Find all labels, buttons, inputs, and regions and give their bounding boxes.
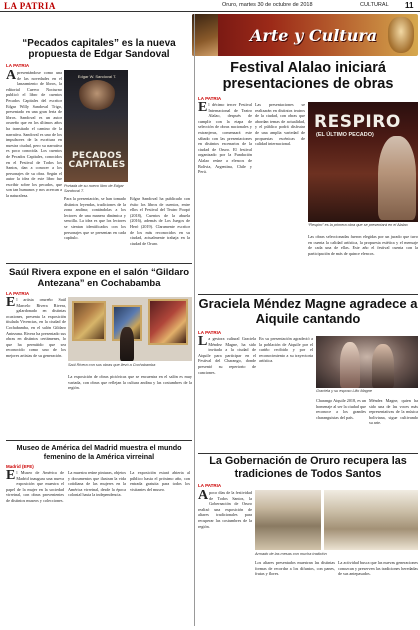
mask-icon [388,17,414,53]
book-author: Edgar W. Sandoval T. [77,74,117,79]
body-graciela-col3: Charango Aiquile 2018, es un homenaje al ser la ciudad que reconoce a los grandes charanguistas del país. [316,398,366,420]
byline-pecados: LA PATRIA [6,63,30,68]
painting-icon [192,14,218,56]
poster-respiro [308,102,418,222]
artist-figure [120,327,134,361]
headline-museo: Museo de América del Madrid muestra el mundo femenino de la América virreinal [16,443,182,461]
body-pecados-col2: Para la presentación, se han tomado distintos leyendas, tradiciones de la zona andina; contándolas a los lectores de una manera dinámica y sencilla. La idea es que los lectores se sientan identificados con los personajes que se presentan en cada capítulo. [64,196,126,241]
body-oruro-col1: Apoco días de la festividad de Todos Santos, la Gobernación de Oruro realizó una exposición de altares tradicionales para recuperar las costumbres de la región. [198,490,252,529]
culture-banner [192,14,418,56]
book-cover-image [64,70,128,182]
banner-title: Arte y Cultura [250,26,378,45]
headline-oruro: La Gobernación de Oruro recupera las tradiciones de Todos Santos [209,455,407,480]
headline-graciela: Graciela Méndez Magne agradece a Aiquile cantando [198,296,418,326]
masthead: LA PATRIA [4,1,56,11]
painting-3 [148,299,188,345]
body-graciela-col2: En su presentación agradeció a la población de Aiquile por el cariño recibido y por el reconocimiento a su trayectoria artística. [259,336,313,364]
caption-graciela: Graciela y su esposo Lilio Magne [316,389,372,393]
divider [198,294,418,295]
singer-figure [372,344,394,388]
body-oruro-col2: Los altares presentados muestran las distintas formas de recordar a los difuntos, con panes, frutas y flores. [255,560,335,577]
byline-oruro: LA PATRIA [198,483,222,488]
body-museo-col3: La exposición estará abierta al público hasta el próximo año, con entrada gratuita para todos los visitantes del museo. [130,470,190,492]
byline-museo: Madrid (EFE) [6,464,34,469]
altar-photo-1 [255,490,321,550]
byline-saul: LA PATRIA [6,291,30,296]
gallery-photo [68,297,192,361]
body-museo-col1: El Museo de América de Madrid inaugura una nueva exposición que muestra el papel de la mujer en la sociedad virreinal, con obras provenientes de distintos museos y colecciones. [6,470,64,503]
caption-pecados: Portada de su nuevo libro de Edgar Sandoval T. [64,184,124,193]
headline-saul: Saúl Rivera expone en el salón “Gildaro Antezana” en Cochabamba [8,267,190,289]
caption-saul: Saúl Rivera con sus obras que llevó a Cochabamba [68,363,156,367]
headline-pecados: “Pecados capitales” es la nueva propuesta de Edgar Sandoval [22,38,176,60]
altar-photo-2 [324,490,418,550]
page-number: 11 [405,1,414,10]
divider [198,453,418,454]
poster-title: RESPIRO [314,112,401,132]
body-saul-col1: El artista orureño Saúl Marcelo Rivera Rivera, galardonado en distintas ocasiones, presenta la exposición titulada Vivencias, en la ciudad de Cochabamba, en el salón Gildaro Antezana. Rivera ha presentado sus obras en distintos certámenes, lo que ha permitido que sea reconocido como uno de los mejores artistas de su generación. [6,297,66,358]
painting-1 [72,301,106,341]
body-museo-col2: La muestra reúne pinturas, objetos y documentos que ilustran la vida cotidiana de las mujeres en la América virreinal, desde la época colonial hasta la independencia. [68,470,126,498]
actor-figure [378,136,416,220]
book-title: PECADOS CAPITALES [68,151,126,170]
poster-subtitle: (EL ÚLTIMO PECADO) [316,132,374,138]
column-divider [194,14,195,626]
body-pecados-col3: Edgar Sandoval ha publicado con éxito los libros de cuentos, entre ellos el Festival del Teatro Poopó (2018), Cuentos de la abuela (2016), además de Los Juegos de Heró (2019). Claramente escritor de los más reconocidos en su ciudad, actualmente trabaja en la ciudad de Oruro. [130,196,190,246]
body-graciela-col1: La gestora cultural Graciela Méndez Magne, ha sido invitada a la ciudad de Aiquile para participar en el Festival del Charango, donde presentó su repertorio de canciones. [198,336,256,375]
caption-oruro: Armado de las mesas con mucha tradición [255,552,327,556]
body-festival-col3: Las obras seleccionadas fueron elegidas por un jurado que tuvo en cuenta la calidad artística, la propuesta estética y el mensaje de cada una de ellas. Este año el festival cuenta con la participación de más de quince elencos. [308,234,418,256]
section-tag: CULTURAL [360,2,389,8]
divider [6,263,192,264]
caption-festival: “Respiro” es la primera obra que se presentará en el Alalao [308,223,408,227]
body-saul-col2: La exposición de obras pictóricas que se encuentra en el salón es muy variada, con obras que reflejan la cultura andina y las costumbres de la región. [68,374,192,391]
portrait-icon [78,80,116,110]
body-graciela-col4: Méndez Magne, quien ha sido una de las voces más representativas de la música boliviana, sigue cultivando su arte. [369,398,418,426]
body-oruro-col3: La actividad busca que las nuevas generaciones conozcan y preserven las tradiciones heredadas de sus antepasados. [338,560,418,577]
singer-figure [340,342,360,388]
divider [6,440,192,441]
dropcap: A [6,70,17,83]
byline-festival: LA PATRIA [198,96,222,101]
body-festival-col1: El décimo tercer Festival Internacional de Teatro Alalao, después de cumplir con la etapa de selección de obras nacionales y extranjeras, comenzará este sábado con las presentaciones en distintos escenarios de la ciudad de Oruro. El festival organizado por la Fundación Alalao reúne a elencos de Bolivia, Argentina, Chile y Perú. [198,102,252,175]
headline-festival: Festival Alalao iniciará presentaciones de obras [222,60,394,92]
singer-photo [316,336,418,388]
page-header [0,0,420,12]
body-festival-col2: Las presentaciones se realizarán en distintos teatros de la ciudad, con obras que abordan temas de actualidad, y el público podrá disfrutar de una amplia variedad de propuestas escénicas de calidad internacional. [255,102,305,147]
body-pecados-col1: Apresentándose como una de las novedades en el lanzamiento de libros, la editorial Cuervo Nocturno publicó el libro de cuentos Pecados Capitales del escritor Edgar Willy Sandoval Trigo, presentado en una gran feria de libros. Sandoval es un autor orureño que en los últimos años ha transitado el camino de la narrativa. Sandoval es uno de los impulsores de la escritura en nuestra ciudad, pero su narrativa es poco conocida. Los cuentos de Pecados Capitales, conocidos en el Festival de Todos los Santos, dan a conocer a los personajes de su obra. Según el autor la idea de este libro fue escribir sobre los pecados, que son tan humanos y nos acercan a la naturaleza. [6,70,62,199]
byline-graciela: LA PATRIA [198,330,222,335]
dateline: Oruro, martes 30 de octubre de 2018 [222,2,313,8]
